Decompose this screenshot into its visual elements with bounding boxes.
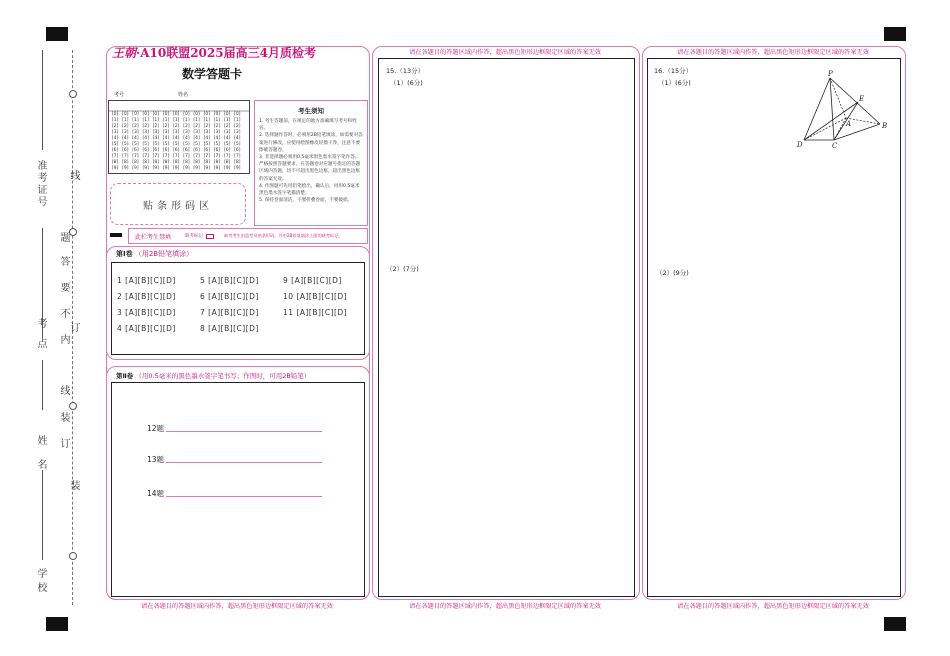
digit-bubble[interactable]: [6] bbox=[162, 148, 170, 153]
notice-item: 3. 非选择题必须用0.5毫米黑色墨水签字笔作答。严格按照答题要求，在答题卷对应题号指定的答题区域内答题，切不可超出黑色边框，超出黑色边框的答案无效。 bbox=[259, 155, 361, 182]
digit-bubble[interactable]: [3] bbox=[111, 130, 119, 135]
digit-bubble[interactable]: [7] bbox=[223, 154, 231, 159]
digit-bubble[interactable]: [4] bbox=[203, 136, 210, 141]
footer-note-col2: 请在各题目的答题区域内作答，超出黑色矩形边框限定区域的答案无效 bbox=[409, 603, 601, 610]
figure-label-d: D bbox=[797, 141, 803, 149]
barcode-area bbox=[110, 183, 246, 225]
part2-header bbox=[116, 371, 310, 380]
binding-char: 不 bbox=[58, 308, 69, 318]
digit-bubble[interactable]: [2] bbox=[223, 124, 231, 129]
exam-no-bubbles[interactable] bbox=[110, 112, 242, 172]
digit-bubble[interactable]: [7] bbox=[203, 154, 210, 159]
choice-question-11[interactable] bbox=[283, 308, 347, 317]
digit-bubble[interactable]: [1] bbox=[213, 118, 221, 123]
digit-bubble[interactable]: [5] bbox=[132, 142, 139, 147]
digit-bubble[interactable]: [4] bbox=[173, 136, 180, 141]
digit-bubble[interactable]: [6] bbox=[193, 148, 200, 153]
digit-bubble[interactable]: [2] bbox=[213, 124, 221, 129]
part1-header bbox=[116, 249, 193, 259]
notice-item: 5. 保持卷面清洁，不要折叠卷面、不要破损。 bbox=[259, 198, 353, 204]
digit-bubble[interactable]: [9] bbox=[203, 166, 210, 171]
digit-bubble[interactable]: [1] bbox=[203, 118, 210, 123]
digit-bubble[interactable]: [6] bbox=[203, 148, 210, 153]
answer-options[interactable]: [A][B][C][D] bbox=[208, 292, 259, 301]
digit-bubble[interactable]: [8] bbox=[142, 160, 149, 165]
digit-bubble[interactable]: [4] bbox=[122, 136, 129, 141]
digit-bubble[interactable]: [5] bbox=[213, 142, 221, 147]
digit-bubble[interactable]: [9] bbox=[234, 166, 241, 171]
digit-bubble[interactable]: [6] bbox=[183, 148, 190, 153]
digit-bubble[interactable]: [1] bbox=[142, 118, 149, 123]
digit-bubble[interactable]: [1] bbox=[183, 118, 190, 123]
digit-bubble[interactable]: [0] bbox=[173, 112, 180, 117]
barcode-label: 贴条形码区 bbox=[143, 200, 213, 212]
digit-bubble[interactable]: [3] bbox=[234, 130, 241, 135]
digit-bubble[interactable]: [4] bbox=[223, 136, 231, 141]
digit-bubble[interactable]: [0] bbox=[162, 112, 170, 117]
absent-mark-label: 缺考标记 bbox=[185, 234, 204, 239]
digit-bubble[interactable]: [8] bbox=[173, 160, 180, 165]
figure-label-c: C bbox=[832, 142, 838, 150]
footer-note-col3: 请在各题目的答题区域内作答，超出黑色矩形边框限定区域的答案无效 bbox=[677, 603, 869, 610]
figure-label-p: P bbox=[828, 70, 833, 78]
digit-bubble[interactable]: [5] bbox=[203, 142, 210, 147]
digit-bubble[interactable]: [0] bbox=[234, 112, 241, 117]
corner-mark-top-left bbox=[46, 27, 68, 41]
digit-bubble[interactable]: [0] bbox=[213, 112, 221, 117]
digit-bubble[interactable]: [6] bbox=[111, 148, 119, 153]
digit-bubble[interactable]: [7] bbox=[152, 154, 160, 159]
digit-bubble[interactable]: [0] bbox=[223, 112, 231, 117]
digit-bubble[interactable]: [7] bbox=[213, 154, 221, 159]
digit-bubble[interactable]: [8] bbox=[132, 160, 139, 165]
digit-bubble[interactable]: [6] bbox=[234, 148, 241, 153]
digit-bubble[interactable]: [7] bbox=[111, 154, 119, 159]
digit-bubble[interactable]: [5] bbox=[142, 142, 149, 147]
digit-bubble[interactable]: [5] bbox=[111, 142, 119, 147]
fill-label-13: 13题 bbox=[147, 455, 165, 464]
binding-char: 题 bbox=[58, 232, 69, 242]
digit-bubble[interactable]: [8] bbox=[203, 160, 210, 165]
choice-question-1[interactable] bbox=[117, 276, 176, 285]
digit-bubble[interactable]: [2] bbox=[142, 124, 149, 129]
digit-bubble[interactable]: [5] bbox=[152, 142, 160, 147]
digit-bubble[interactable]: [0] bbox=[152, 112, 160, 117]
figure-label-e: E bbox=[859, 95, 865, 103]
part2-title: 第Ⅱ卷 bbox=[116, 372, 134, 380]
part1-hint: （用2B铅笔填涂） bbox=[134, 250, 194, 258]
notice-item: 2. 选择题作答时，必须用2B铅笔填涂，如需要对答案进行修改，应使用绘图橡皮轻擦干净，注意不要擦破答题卷。 bbox=[259, 133, 363, 153]
digit-bubble[interactable]: [1] bbox=[152, 118, 160, 123]
q16-sub1: （1）(6分) bbox=[658, 79, 691, 87]
question-number: 3 bbox=[117, 308, 126, 317]
fill-label-14: 14题 bbox=[147, 489, 165, 498]
absent-note: 缺考考生由监考员贴条形码，并用2B铅笔填涂上面的缺考标记。 bbox=[224, 233, 343, 238]
digit-bubble[interactable]: [2] bbox=[122, 124, 129, 129]
digit-bubble[interactable]: [4] bbox=[162, 136, 170, 141]
digit-bubble[interactable]: [1] bbox=[193, 118, 200, 123]
digit-bubble[interactable]: [5] bbox=[183, 142, 190, 147]
digit-bubble[interactable]: [4] bbox=[183, 136, 190, 141]
sidebar-label-name: 姓名 bbox=[35, 435, 46, 483]
digit-bubble[interactable]: [6] bbox=[173, 148, 180, 153]
digit-bubble[interactable]: [3] bbox=[213, 130, 221, 135]
digit-bubble[interactable]: [3] bbox=[142, 130, 149, 135]
notice-item: 1. 考生答题前，在规定的地方准确填写考号和姓名。 bbox=[259, 119, 357, 132]
answer-options[interactable]: [A][B][C][D] bbox=[125, 324, 176, 333]
answer-options[interactable]: [A][B][C][D] bbox=[208, 308, 259, 317]
answer-options[interactable]: [A][B][C][D] bbox=[208, 276, 259, 285]
answer-options[interactable]: [A][B][C][D] bbox=[125, 292, 176, 301]
notice-item: 4. 作图题可先用铅笔绘出，确认后，再用0.5毫米黑色墨水签字笔描清楚。 bbox=[259, 183, 360, 197]
digit-bubble[interactable]: [3] bbox=[223, 130, 231, 135]
binding-char: 订 bbox=[68, 322, 79, 332]
digit-bubble[interactable]: [9] bbox=[142, 166, 149, 171]
digit-bubble[interactable]: [8] bbox=[162, 160, 170, 165]
digit-bubble[interactable]: [7] bbox=[173, 154, 180, 159]
corner-mark-bottom-right bbox=[884, 617, 906, 631]
absent-row bbox=[128, 228, 368, 244]
digit-bubble[interactable]: [8] bbox=[234, 160, 241, 165]
digit-bubble[interactable]: [8] bbox=[213, 160, 221, 165]
question-number: 10 bbox=[283, 292, 297, 301]
digit-bubble[interactable]: [9] bbox=[183, 166, 190, 171]
digit-bubble[interactable]: [7] bbox=[132, 154, 139, 159]
footer-note-col1: 请在各题目的答题区域内作答，超出黑色矩形边框限定区域的答案无效 bbox=[141, 603, 333, 610]
question-number: 8 bbox=[200, 324, 209, 333]
choice-question-7[interactable] bbox=[200, 308, 259, 317]
answer-options[interactable]: [A][B][C][D] bbox=[208, 324, 259, 333]
q16-title: 16.（15分） bbox=[654, 67, 693, 75]
digit-bubble[interactable]: [6] bbox=[122, 148, 129, 153]
digit-bubble[interactable]: [3] bbox=[152, 130, 160, 135]
digit-bubble[interactable]: [4] bbox=[193, 136, 200, 141]
digit-bubble[interactable]: [2] bbox=[203, 124, 210, 129]
binding-char: 线 bbox=[68, 170, 79, 180]
question-number: 2 bbox=[117, 292, 126, 301]
digit-bubble[interactable]: [5] bbox=[122, 142, 129, 147]
q15-title: 15.（13分） bbox=[386, 67, 425, 75]
binding-char: 线 bbox=[58, 385, 69, 395]
digit-bubble[interactable]: [9] bbox=[152, 166, 160, 171]
digit-bubble[interactable]: [0] bbox=[132, 112, 139, 117]
digit-bubble[interactable]: [5] bbox=[162, 142, 170, 147]
digit-bubble[interactable]: [8] bbox=[223, 160, 231, 165]
brand-logo: 王朝 bbox=[112, 46, 137, 60]
figure-label-b: B bbox=[882, 122, 888, 130]
binding-char: 装 bbox=[58, 412, 69, 422]
binding-char: 订 bbox=[58, 438, 69, 448]
header-note-col2: 请在各题目的答题区域内作答，超出黑色矩形边框限定区域的答案无效 bbox=[409, 49, 601, 56]
digit-bubble[interactable]: [2] bbox=[152, 124, 160, 129]
digit-bubble[interactable]: [0] bbox=[142, 112, 149, 117]
digit-bubble[interactable]: [3] bbox=[193, 130, 200, 135]
sidebar-label-exam-site: 考点 bbox=[35, 318, 46, 358]
digit-bubble[interactable]: [0] bbox=[193, 112, 200, 117]
q16-sub2: （2）(9分) bbox=[656, 269, 689, 277]
digit-bubble[interactable]: [4] bbox=[132, 136, 139, 141]
fill-label-12: 12题 bbox=[147, 424, 165, 433]
digit-bubble[interactable]: [8] bbox=[193, 160, 200, 165]
digit-bubble[interactable]: [7] bbox=[162, 154, 170, 159]
digit-bubble[interactable]: [6] bbox=[132, 148, 139, 153]
digit-bubble[interactable]: [1] bbox=[122, 118, 129, 123]
digit-bubble[interactable]: [3] bbox=[173, 130, 180, 135]
digit-bubble[interactable]: [3] bbox=[183, 130, 190, 135]
digit-bubble[interactable]: [8] bbox=[111, 160, 119, 165]
binding-char: 内 bbox=[58, 334, 69, 344]
digit-bubble[interactable]: [1] bbox=[173, 118, 180, 123]
digit-bubble[interactable]: [9] bbox=[193, 166, 200, 171]
digit-bubble[interactable]: [2] bbox=[111, 124, 119, 129]
choice-question-2[interactable] bbox=[117, 292, 176, 301]
figure-label-a: A bbox=[846, 120, 852, 128]
page-header bbox=[112, 44, 366, 82]
digit-bubble[interactable]: [1] bbox=[223, 118, 231, 123]
notice-title: 考生须知 bbox=[298, 107, 324, 115]
q15-sub2: （2）(7分) bbox=[386, 265, 419, 273]
question-number: 4 bbox=[117, 324, 126, 333]
digit-bubble[interactable]: [7] bbox=[183, 154, 190, 159]
digit-bubble[interactable]: [0] bbox=[203, 112, 210, 117]
digit-bubble[interactable]: [2] bbox=[193, 124, 200, 129]
digit-bubble[interactable]: [0] bbox=[122, 112, 129, 117]
choice-question-5[interactable] bbox=[200, 276, 259, 285]
binding-char: 答 bbox=[58, 256, 69, 266]
digit-bubble[interactable]: [4] bbox=[152, 136, 160, 141]
question-number: 5 bbox=[200, 276, 209, 285]
sidebar-label-exam-id: 准考证号 bbox=[35, 160, 46, 208]
digit-bubble[interactable]: [2] bbox=[173, 124, 180, 129]
absent-label: 此栏考生禁填 bbox=[135, 233, 172, 241]
digit-bubble[interactable]: [5] bbox=[193, 142, 200, 147]
binding-char: 装 bbox=[68, 480, 79, 490]
digit-bubble[interactable]: [3] bbox=[132, 130, 139, 135]
absent-mark-box[interactable] bbox=[206, 234, 214, 239]
digit-bubble[interactable]: [9] bbox=[162, 166, 170, 171]
digit-bubble[interactable]: [8] bbox=[152, 160, 160, 165]
question-number: 1 bbox=[117, 276, 126, 285]
digit-bubble[interactable]: [2] bbox=[234, 124, 241, 129]
page-subtitle: 数学答题卡 bbox=[181, 67, 242, 81]
digit-bubble[interactable]: [1] bbox=[111, 118, 119, 123]
digit-bubble[interactable]: [7] bbox=[122, 154, 129, 159]
digit-bubble[interactable]: [5] bbox=[173, 142, 180, 147]
absent-marker bbox=[110, 233, 122, 237]
digit-bubble[interactable]: [0] bbox=[183, 112, 190, 117]
choice-question-3[interactable] bbox=[117, 308, 176, 317]
choice-question-8[interactable] bbox=[200, 324, 259, 333]
answer-options[interactable]: [A][B][C][D] bbox=[296, 308, 348, 317]
digit-bubble[interactable]: [3] bbox=[203, 130, 210, 135]
digit-bubble[interactable]: [2] bbox=[162, 124, 170, 129]
fill-line-13[interactable] bbox=[166, 462, 322, 463]
answer-options[interactable]: [A][B][C][D] bbox=[125, 308, 176, 317]
digit-bubble[interactable]: [2] bbox=[183, 124, 190, 129]
digit-bubble[interactable]: [6] bbox=[223, 148, 231, 153]
answer-options[interactable]: [A][B][C][D] bbox=[125, 276, 176, 285]
digit-bubble[interactable]: [4] bbox=[234, 136, 241, 141]
digit-bubble[interactable]: [9] bbox=[213, 166, 221, 171]
digit-bubble[interactable]: [7] bbox=[234, 154, 241, 159]
digit-bubble[interactable]: [2] bbox=[132, 124, 139, 129]
name-label: 姓名 bbox=[178, 92, 189, 98]
fill-line-12[interactable] bbox=[166, 431, 322, 432]
digit-bubble[interactable]: [4] bbox=[213, 136, 221, 141]
exam-no-label: 考号 bbox=[114, 92, 125, 98]
digit-bubble[interactable]: [7] bbox=[142, 154, 149, 159]
digit-bubble[interactable]: [3] bbox=[122, 130, 129, 135]
choice-question-9[interactable] bbox=[283, 276, 342, 285]
digit-bubble[interactable]: [8] bbox=[122, 160, 129, 165]
choice-question-6[interactable] bbox=[200, 292, 259, 301]
digit-bubble[interactable]: [5] bbox=[234, 142, 241, 147]
pyramid-figure bbox=[790, 68, 900, 150]
digit-bubble[interactable]: [9] bbox=[111, 166, 119, 171]
question-number: 7 bbox=[200, 308, 209, 317]
digit-bubble[interactable]: [0] bbox=[111, 112, 119, 117]
corner-mark-top-right bbox=[884, 27, 906, 41]
digit-bubble[interactable]: [9] bbox=[132, 166, 139, 171]
digit-bubble[interactable]: [3] bbox=[162, 130, 170, 135]
binding-char: 要 bbox=[58, 282, 69, 292]
part2-hint: （用0.5毫米的黑色墨水签字笔书写；作图时，可用2B铅笔） bbox=[135, 372, 311, 380]
digit-bubble[interactable]: [1] bbox=[234, 118, 241, 123]
page-title: ·A10联盟2025届高三4月质检考 bbox=[136, 46, 316, 60]
fill-line-14[interactable] bbox=[166, 496, 322, 497]
digit-bubble[interactable]: [6] bbox=[142, 148, 149, 153]
choice-question-10[interactable] bbox=[283, 292, 347, 301]
corner-mark-bottom-left bbox=[46, 617, 68, 631]
digit-bubble[interactable]: [1] bbox=[162, 118, 170, 123]
answer-options[interactable]: [A][B][C][D] bbox=[296, 292, 348, 301]
q15-sub1: （1）(6分) bbox=[390, 79, 423, 87]
sidebar-label-school: 学校 bbox=[35, 568, 46, 596]
digit-bubble[interactable]: [5] bbox=[223, 142, 231, 147]
header-note-col3: 请在各题目的答题区域内作答，超出黑色矩形边框限定区域的答案无效 bbox=[677, 49, 869, 56]
choice-question-4[interactable] bbox=[117, 324, 176, 333]
digit-bubble[interactable]: [9] bbox=[173, 166, 180, 171]
digit-bubble[interactable]: [4] bbox=[111, 136, 119, 141]
digit-bubble[interactable]: [7] bbox=[193, 154, 200, 159]
digit-bubble[interactable]: [6] bbox=[213, 148, 221, 153]
digit-bubble[interactable]: [6] bbox=[152, 148, 160, 153]
question-number: 6 bbox=[200, 292, 209, 301]
part1-title: 第Ⅰ卷 bbox=[116, 250, 133, 258]
question-number: 11 bbox=[283, 308, 297, 317]
digit-bubble[interactable]: [8] bbox=[183, 160, 190, 165]
question-number: 9 bbox=[283, 276, 292, 285]
digit-bubble[interactable]: [9] bbox=[223, 166, 231, 171]
notice-box bbox=[254, 100, 368, 226]
digit-bubble[interactable]: [9] bbox=[122, 166, 129, 171]
digit-bubble[interactable]: [4] bbox=[142, 136, 149, 141]
answer-options[interactable]: [A][B][C][D] bbox=[291, 276, 342, 285]
digit-bubble[interactable]: [1] bbox=[132, 118, 139, 123]
q15-answer-area[interactable] bbox=[378, 58, 635, 597]
